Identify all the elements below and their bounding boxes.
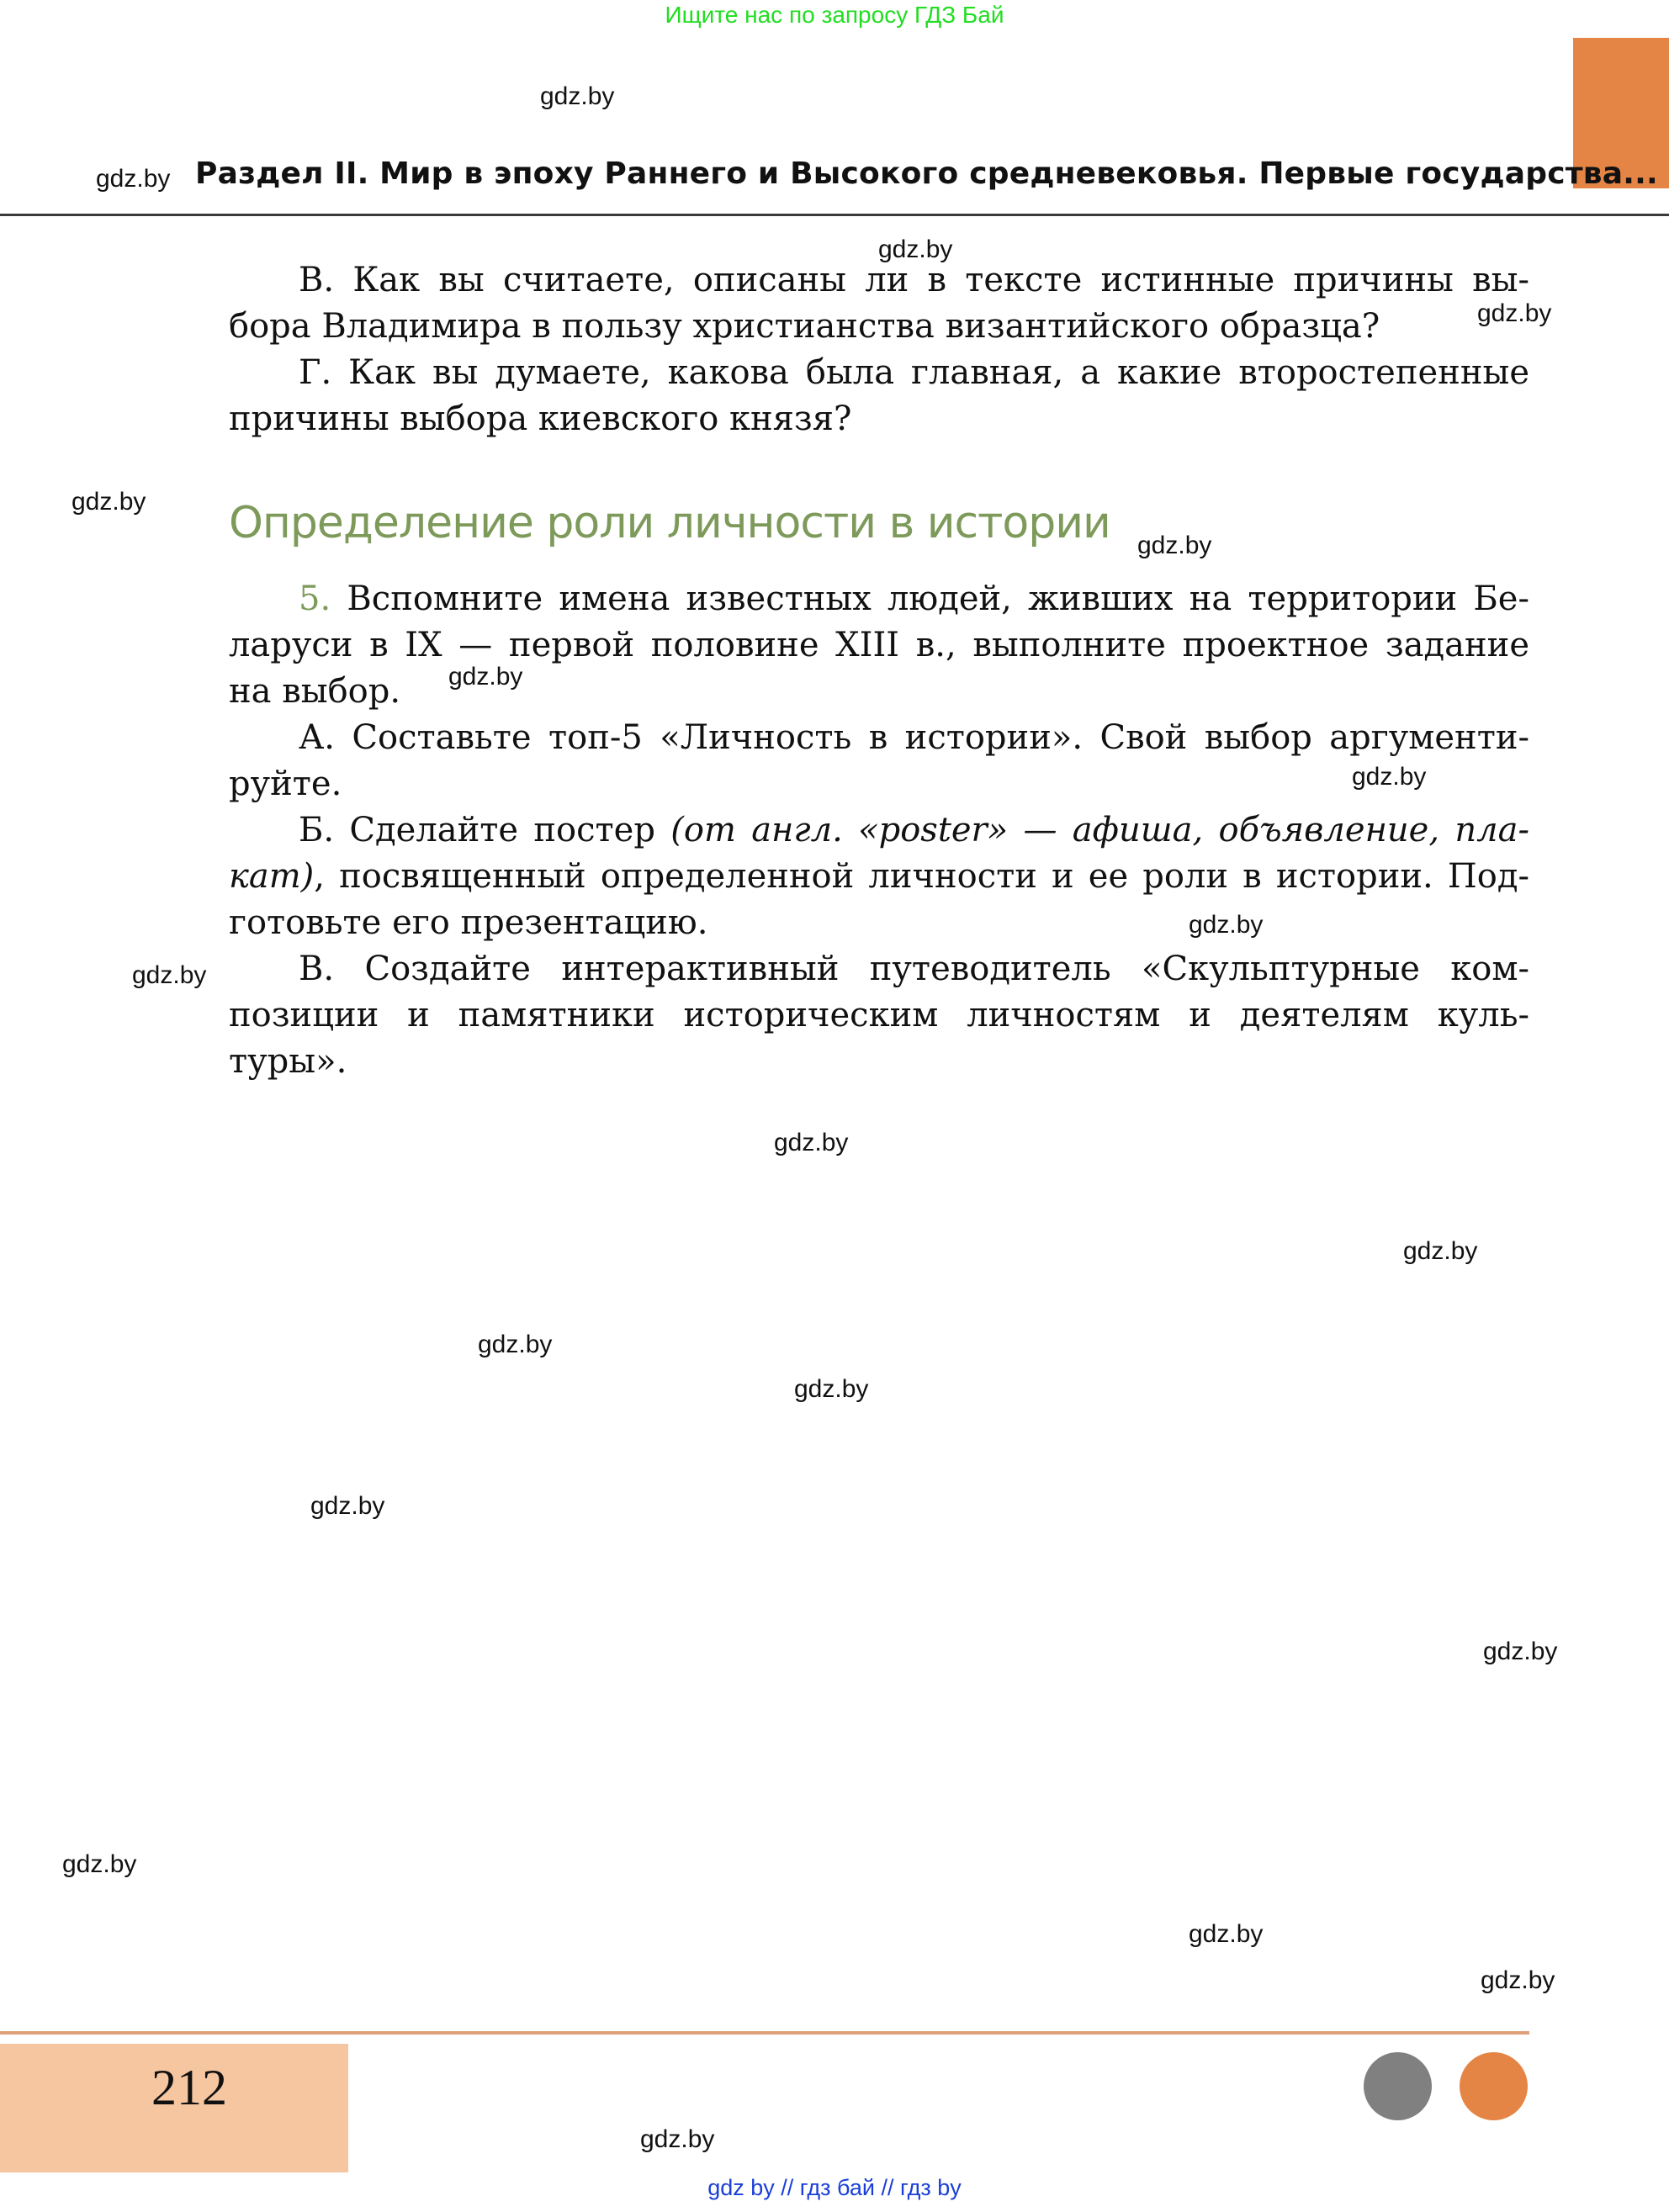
- option-a-line: руйте.: [229, 765, 342, 803]
- text-line: на выбор.: [229, 672, 401, 711]
- watermark: gdz.by: [1403, 1237, 1478, 1265]
- option-b-line: [229, 854, 1529, 900]
- watermark: gdz.by: [310, 1492, 385, 1520]
- section-heading: Определение роли личности в истории: [229, 498, 1110, 548]
- option-v-line: позиции и памятники историческим личностям и деятелям куль-: [229, 996, 1529, 1035]
- text-line: бора Владимира в пользу христианства византийского образца?: [229, 307, 1380, 346]
- header-divider: [0, 214, 1669, 216]
- watermark: gdz.by: [794, 1375, 869, 1403]
- search-hint-banner: Ищите нас по запросу ГДЗ Бай: [665, 2, 1004, 28]
- gray-dot-icon: [1364, 2052, 1432, 2120]
- option-v-line: В. Создайте интерактивный путеводитель «Скульптурные ком-: [299, 950, 1529, 988]
- watermark: gdz.by: [1483, 1638, 1558, 1665]
- watermark: gdz.by: [1189, 911, 1264, 939]
- watermark: gdz.by: [478, 1331, 553, 1358]
- watermark: gdz.by: [72, 488, 146, 516]
- text-line: причины выбора киевского князя?: [229, 400, 852, 438]
- italic-fragment: кат): [229, 857, 315, 896]
- watermark: gdz.by: [1137, 532, 1212, 559]
- watermark: gdz.by: [774, 1129, 849, 1156]
- page-number: 212: [151, 2060, 227, 2115]
- watermark: gdz.by: [640, 2125, 715, 2153]
- watermark: gdz.by: [878, 235, 953, 263]
- option-b-line: готовьте его презентацию.: [229, 903, 708, 942]
- text-fragment: Вспомните имена известных людей, живших на территории Бе-: [347, 579, 1529, 618]
- section-header-title: Раздел II. Мир в эпоху Раннего и Высокого средневековья. Первые государства...: [195, 156, 1658, 191]
- watermark: gdz.by: [1189, 1920, 1264, 1948]
- watermark: gdz.by: [540, 82, 615, 110]
- watermark: gdz.by: [1481, 1966, 1555, 1994]
- option-b-line: [229, 807, 1529, 854]
- watermark: gdz.by: [96, 165, 171, 193]
- option-v-line: туры».: [229, 1042, 347, 1081]
- watermark: gdz.by: [62, 1850, 137, 1878]
- text-line: Г. Как вы думаете, какова была главная, а какие второстепенные: [299, 353, 1529, 392]
- orange-dot-icon: [1460, 2052, 1528, 2120]
- italic-fragment: (от англ. «poster» — афиша, объявление, пла-: [670, 811, 1529, 849]
- watermark: gdz.by: [132, 961, 207, 989]
- footer-divider: [0, 2031, 1529, 2035]
- text-line: В. Как вы считаете, описаны ли в тексте истинные причины вы-: [299, 261, 1529, 299]
- site-links[interactable]: gdz by // гдз бай // гдз by: [707, 2175, 962, 2200]
- task-number: 5.: [299, 579, 331, 618]
- watermark: gdz.by: [1352, 763, 1427, 791]
- text-fragment: , посвященный определенной личности и ее роли в истории. Под-: [314, 857, 1529, 896]
- text-line: ларуси в IX — первой половине XIII в., выполните проектное задание: [229, 626, 1529, 664]
- task-first-line: [229, 576, 1529, 622]
- option-a-line: А. Составьте топ-5 «Личность в истории». Свой выбор аргументи-: [299, 718, 1529, 757]
- text-fragment: Б. Сделайте постер: [299, 811, 671, 849]
- watermark: gdz.by: [448, 663, 523, 691]
- watermark: gdz.by: [1477, 299, 1552, 327]
